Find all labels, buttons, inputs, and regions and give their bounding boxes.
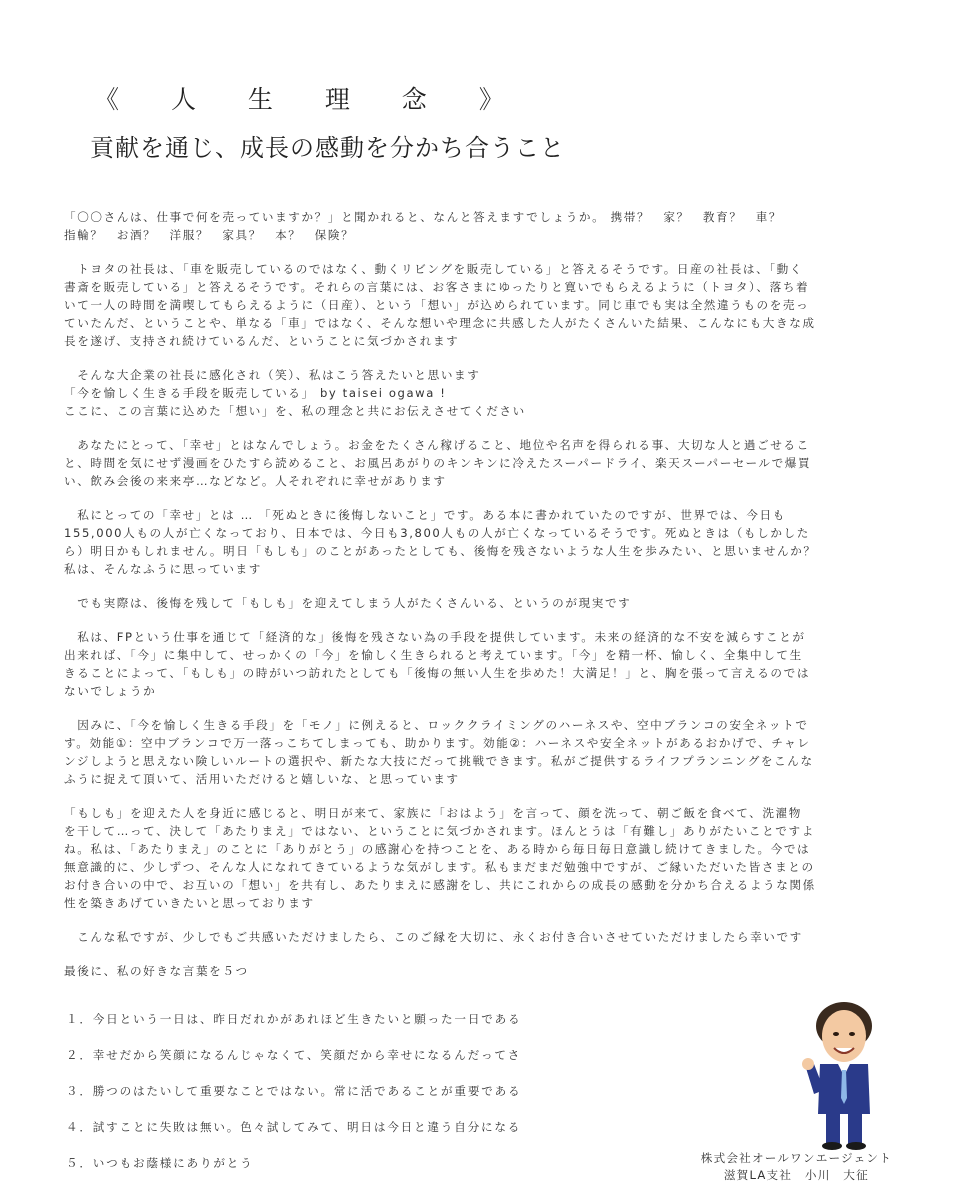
page-title: 《 人 生 理 念 》 — [94, 85, 526, 114]
body-text — [64, 208, 896, 996]
paragraph-10: こんな私ですが、少しでもご共感いただけましたら、このご縁を大切に、永くお付き合いさせていただけましたら幸いです — [64, 930, 803, 944]
favorite-quotes-list — [66, 1010, 521, 1190]
paragraph-9: 「もしも」を迎えた人を身近に感じると、明日が来て、家族に「おはよう」を言って、顔を洗って、朝ご飯を食べて、洗濯物 を干して…って、決して「あたりまえ」ではない、ということに気づかされます。ほんとうは「有難し」ありがたいことですよ ね。私は、「あたりまえ」のことに「ありがとう」の感謝心を持つことを、ある時から毎日毎日意識し続けてきました。今では 無意識的に、少しずつ、そんな人になれてきているような気がします。私もまだまだ勉強中ですが、ご縁いただいた皆さまとの お付き合いの中で、お互いの「想い」を共有し、あたりまえに感謝をし、共にこれからの成長の感動を分かち合えるような関係 性を築きあげていきたいと思っております — [64, 806, 816, 910]
paragraph-2: トヨタの社長は、「車を販売しているのではなく、動くリビングを販売している」と答えるそうです。日産の社長は、「動く 書斎を販売している」と答えるそうです。それらの言葉には、お客さまにゆったりと寛いでもらえるように（トヨタ）、落ち着 いて一人の時間を満喫してもらえるように（日産）、という「想い」が込められています。同じ車でも実は全然違うものを売っ ていたんだ、ということや、単なる「車」ではなく、そんな想いや理念に共感した人がたくさんいた結果、こんなにも大きな成 長を遂げ、支持され続けているんだ、ということに気づかされます — [64, 262, 816, 348]
author-caricature-image — [800, 998, 886, 1150]
paragraph-5: 私にとっての「幸せ」とは … 「死ぬときに後悔しないこと」です。ある本に書かれていたのですが、世界では、今日も 155,000人もの人が亡くなっており、日本では、今日も3,800人もの人が亡くなっているそうです。死ぬときは（もしかした ら）明日かもしれません。明日「もしも」のことがあったとしても、後悔を残さないような人生を歩みたい、と思いませんか？ 私は、そんなふうに思っています — [64, 508, 817, 576]
paragraph-3: そんな大企業の社長に感化され（笑）、私はこう答えたいと思います 「今を愉しく生きる手段を販売している」 by taisei ogawa ! ここに、この言葉に込めた「想い」を、私の理念と共にお伝えさせてください — [64, 368, 526, 418]
quote-item: ２．幸せだから笑顔になるんじゃなくて、笑顔だから幸せになるんだってさ — [66, 1048, 522, 1062]
face — [822, 1010, 866, 1062]
branch-and-author: 滋賀LA支社 小川 大征 — [723, 1168, 869, 1182]
paragraph-6: でも実際は、後悔を残して「もしも」を迎えてしまう人がたくさんいる、というのが現実です — [64, 596, 632, 610]
quote-item: １．今日という一日は、昨日だれかがあれほど生きたいと願った一日である — [66, 1012, 522, 1026]
paragraph-4: あなたにとって、「幸せ」とはなんでしょう。お金をたくさん稼げること、地位や名声を得られる事、大切な人と過ごせるこ と、時間を気にせず漫画をひたすら読めること、お風呂あがりのキンキンに冷えたスーパードライ、楽天スーパーセールで爆買 い、飲み会後の来来亭…などなど。人それぞれに幸せがあります — [64, 438, 812, 488]
quote-item: ５．いつもお蔭様にありがとう — [66, 1156, 254, 1170]
tie — [841, 1070, 847, 1104]
signature-block — [701, 1150, 892, 1184]
paragraph-11: 最後に、私の好きな言葉を５つ — [64, 964, 249, 978]
paragraph-8: 因みに、「今を愉しく生きる手段」を「モノ」に例えると、ロッククライミングのハーネスや、空中ブランコの安全ネットで す。効能①：空中ブランコで万一落っこちてしまっても、助かります。効能②：ハーネスや安全ネットがあるおかげで、チャレ ンジしようと思えない険しいルートの選択や、新たな大技にだって挑戦できます。私がご提供するライフプランニングをこんな ふうに捉えて頂いて、活用いただけると嬉しいな、と思っています — [64, 718, 814, 786]
page-subtitle: 貢献を通じ、成長の感動を分かち合うこと — [90, 134, 565, 162]
quote-item: ４．試すことに失敗は無い。色々試してみて、明日は今日と違う自分になる — [66, 1120, 522, 1134]
company-name: 株式会社オールワンエージェント — [700, 1151, 892, 1165]
paragraph-1: 「〇〇さんは、仕事で何を売っていますか？」と聞かれると、なんと答えますでしょうか。 携帯？ 家？ 教育？ 車？ 指輪？ お酒？ 洋服？ 家具？ 本？ 保険？ — [64, 210, 783, 242]
paragraph-7: 私は、FPという仕事を通じて「経済的な」後悔を残さない為の手段を提供しています。未来の経済的な不安を減らすことが 出来れば、「今」に集中して、せっかくの「今」を愉しく生きられると考えています。「今」を精一杯、愉しく、全集中して生 きることによって、「もしも」の時がいつ訪れたとしても「後悔の無い人生を歩めた！大満足！」と、胸を張って言えるのでは ないでしょうか — [64, 630, 811, 698]
quote-item: ３．勝つのはたいして重要なことではない。常に活であることが重要である — [66, 1084, 522, 1098]
